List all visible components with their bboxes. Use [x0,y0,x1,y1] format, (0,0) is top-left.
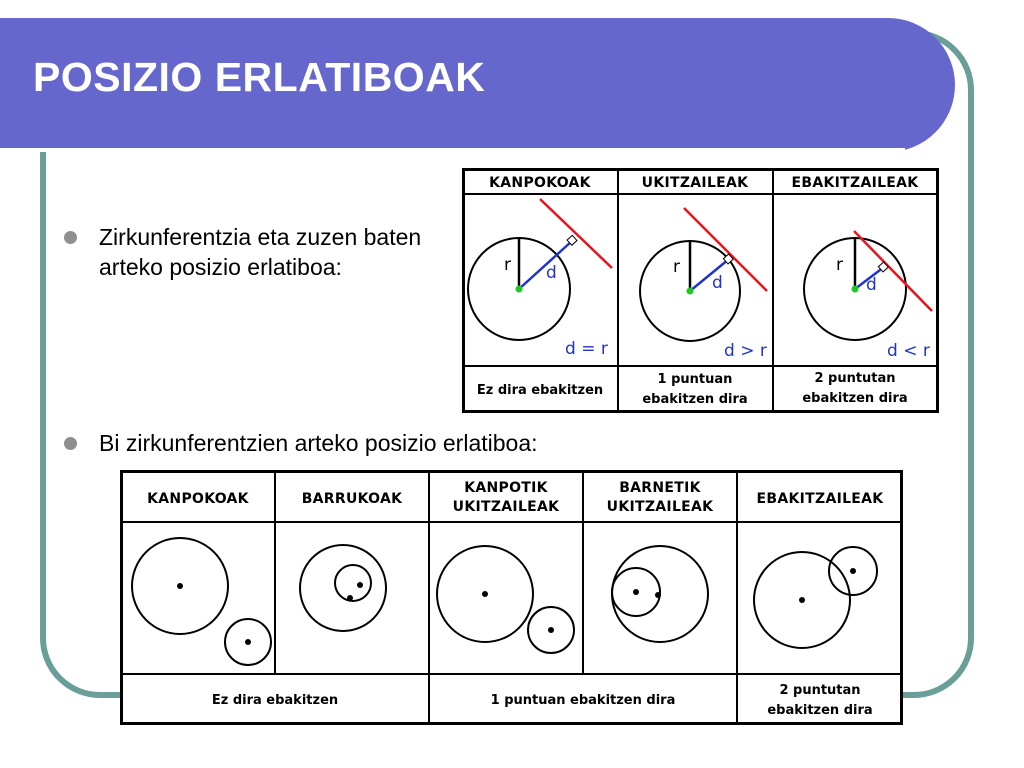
condition-label: d > r [724,341,767,361]
distance-label: d [546,263,557,283]
title-underline [0,148,905,152]
center-point [548,627,554,633]
center-point [357,582,363,588]
column-header: BARNETIK [619,480,701,496]
center-point [245,639,251,645]
distance-label: d [712,273,723,293]
center-point [177,583,183,589]
footer-text: 1 puntuan [657,372,733,387]
column-header: UKITZAILEAK [606,499,714,515]
condition-label: d < r [887,341,930,361]
radius-label: r [836,255,843,275]
footer-text: ebakitzen dira [642,392,748,407]
condition-label: d = r [565,339,608,359]
center-point [799,597,805,603]
column-header: KANPOKOAK [489,175,591,191]
center-point [687,288,694,295]
footer-text: ebakitzen dira [802,391,908,406]
column-header: KANPOTIK [464,480,548,496]
bullet-text: Zirkunferentzia eta zuzen baten arteko posizio erlatiboa: [99,224,422,280]
footer-text: 2 puntutan [779,683,861,698]
bullet-dot-icon [64,231,77,244]
footer-text: 1 puntuan ebakitzen dira [490,693,676,708]
column-header: BARRUKOAK [301,491,403,507]
circle-line-table [462,168,940,414]
column-header: EBAKITZAILEAK [756,491,884,507]
footer-text: Ez dira ebakitzen [211,693,339,708]
center-point [633,589,639,595]
slide-title: POSIZIO ERLATIBOAK [33,54,486,100]
two-circles-table [120,470,904,726]
footer-text: 2 puntutan [814,371,896,386]
radius-label: r [504,255,511,275]
bullet-item [64,222,434,282]
radius-label: r [673,257,680,277]
footer-text: ebakitzen dira [767,703,873,718]
center-point [850,568,856,574]
column-header: KANPOKOAK [147,491,249,507]
center-point [852,286,859,293]
footer-text: Ez dira ebakitzen [476,383,604,398]
center-point [516,286,523,293]
center-point [482,591,488,597]
column-header: UKITZAILEAK [641,175,749,191]
bullet-dot-icon [64,437,77,450]
bullet-text: Bi zirkunferentzien arteko posizio erlatiboa: [99,430,538,456]
column-header: UKITZAILEAK [452,499,560,515]
column-header: EBAKITZAILEAK [791,175,919,191]
bullet-item [64,428,704,458]
distance-label: d [866,275,877,295]
